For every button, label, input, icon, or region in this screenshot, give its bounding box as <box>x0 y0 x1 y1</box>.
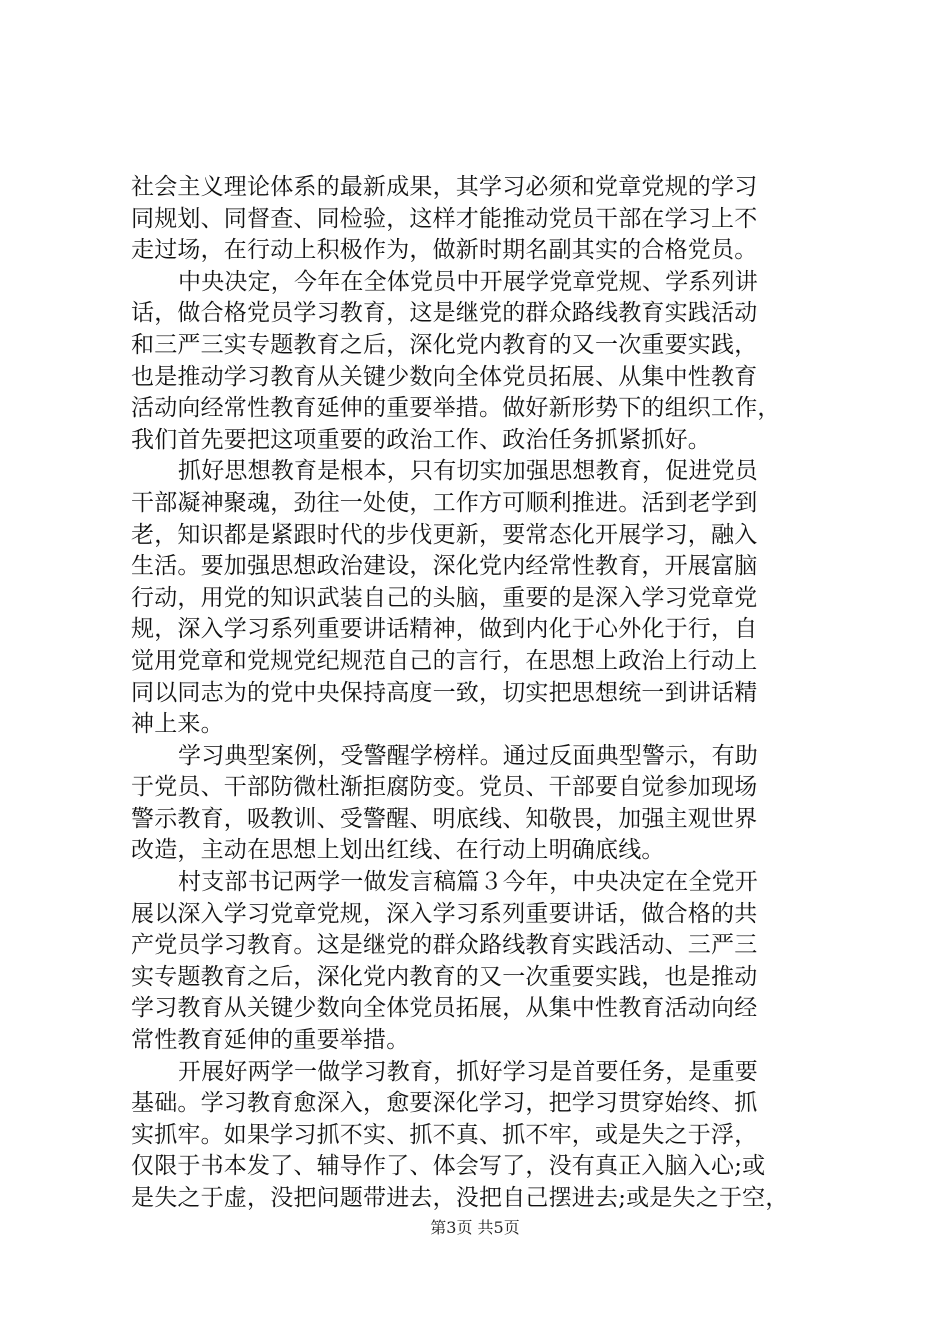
text-line: 我们首先要把这项重要的政治工作、政治任务抓紧抓好。 <box>131 426 711 453</box>
paragraph <box>131 267 831 457</box>
paragraph <box>131 1057 831 1215</box>
text-line: 走过场，在行动上积极作为，做新时期名副其实的合格党员。 <box>131 237 758 264</box>
text-line: 学习典型案例，受警醒学榜样。通过反面典型警示，有助 <box>178 742 758 769</box>
text-line: 觉用党章和党规党纪规范自己的言行，在思想上政治上行动上 <box>131 647 758 674</box>
text-line: 行动，用党的知识武装自己的头脑，重要的是深入学习党章党 <box>131 584 758 611</box>
text-line: 生活。要加强思想政治建设，深化党内经常性教育，开展富脑 <box>131 553 758 580</box>
text-line: 也是推动学习教育从关键少数向全体党员拓展、从集中性教育 <box>131 363 758 390</box>
text-line: 展以深入学习党章党规，深入学习系列重要讲话，做合格的共 <box>131 900 758 927</box>
text-line: 干部凝神聚魂，劲往一处使，工作方可顺利推进。活到老学到 <box>131 489 758 516</box>
text-line: 实抓牢。如果学习抓不实、抓不真、抓不牢，或是失之于浮， <box>131 1121 758 1148</box>
text-line: 警示教育，吸教训、受警醒、明底线、知敬畏，加强主观世界 <box>131 805 758 832</box>
text-line: 于党员、干部防微杜渐拒腐防变。党员、干部要自觉参加现场 <box>131 774 758 801</box>
paragraph <box>131 741 831 867</box>
text-line: 社会主义理论体系的最新成果，其学习必须和党章党规的学习 <box>131 174 758 200</box>
text-line: 实专题教育之后，深化党内教育的又一次重要实践，也是推动 <box>131 963 758 990</box>
text-line: 规，深入学习系列重要讲话精神，做到内化于心外化于行，自 <box>131 616 758 643</box>
text-line: 仅限于书本发了、辅导作了、体会写了，没有真正入脑入心;或 <box>131 1153 766 1180</box>
text-line: 学习教育从关键少数向全体党员拓展，从集中性教育活动向经 <box>131 995 758 1022</box>
text-line: 抓好思想教育是根本，只有切实加强思想教育，促进党员 <box>178 458 758 485</box>
text-line: 老，知识都是紧跟时代的步伐更新，要常态化开展学习，融入 <box>131 521 758 548</box>
paragraph <box>131 456 831 740</box>
text-line: 产党员学习教育。这是继党的群众路线教育实践活动、三严三 <box>131 932 758 959</box>
text-line: 村支部书记两学一做发言稿篇３今年，中央决定在全党开 <box>178 869 758 896</box>
text-line: 同规划、同督查、同检验，这样才能推动党员干部在学习上不 <box>131 205 758 232</box>
text-line: 同以同志为的党中央保持高度一致，切实把思想统一到讲话精 <box>131 679 758 706</box>
text-line: 和三严三实专题教育之后，深化党内教育的又一次重要实践， <box>131 331 758 358</box>
text-line: 神上来。 <box>131 711 224 738</box>
text-line: 开展好两学一做学习教育，抓好学习是首要任务，是重要 <box>178 1058 758 1085</box>
text-line: 是失之于虚，没把问题带进去，没把自己摆进去;或是失之于空， <box>131 1185 789 1211</box>
page-footer: 第3页 共5页 <box>430 1218 520 1237</box>
text-line: 活动向经常性教育延伸的重要举措。做好新形势下的组织工作， <box>131 395 781 422</box>
paragraph <box>131 867 831 1057</box>
text-line: 改造，主动在思想上划出红线、在行动上明确底线。 <box>131 837 665 864</box>
text-line: 基础。学习教育愈深入，愈要深化学习，把学习贯穿始终、抓 <box>131 1090 758 1117</box>
document-body <box>131 172 831 1215</box>
text-line: 常性教育延伸的重要举措。 <box>131 1027 410 1054</box>
text-line: 中央决定，今年在全体党员中开展学党章党规、学系列讲 <box>178 268 758 295</box>
text-line: 话，做合格党员学习教育，这是继党的群众路线教育实践活动 <box>131 300 758 327</box>
paragraph <box>131 172 831 267</box>
